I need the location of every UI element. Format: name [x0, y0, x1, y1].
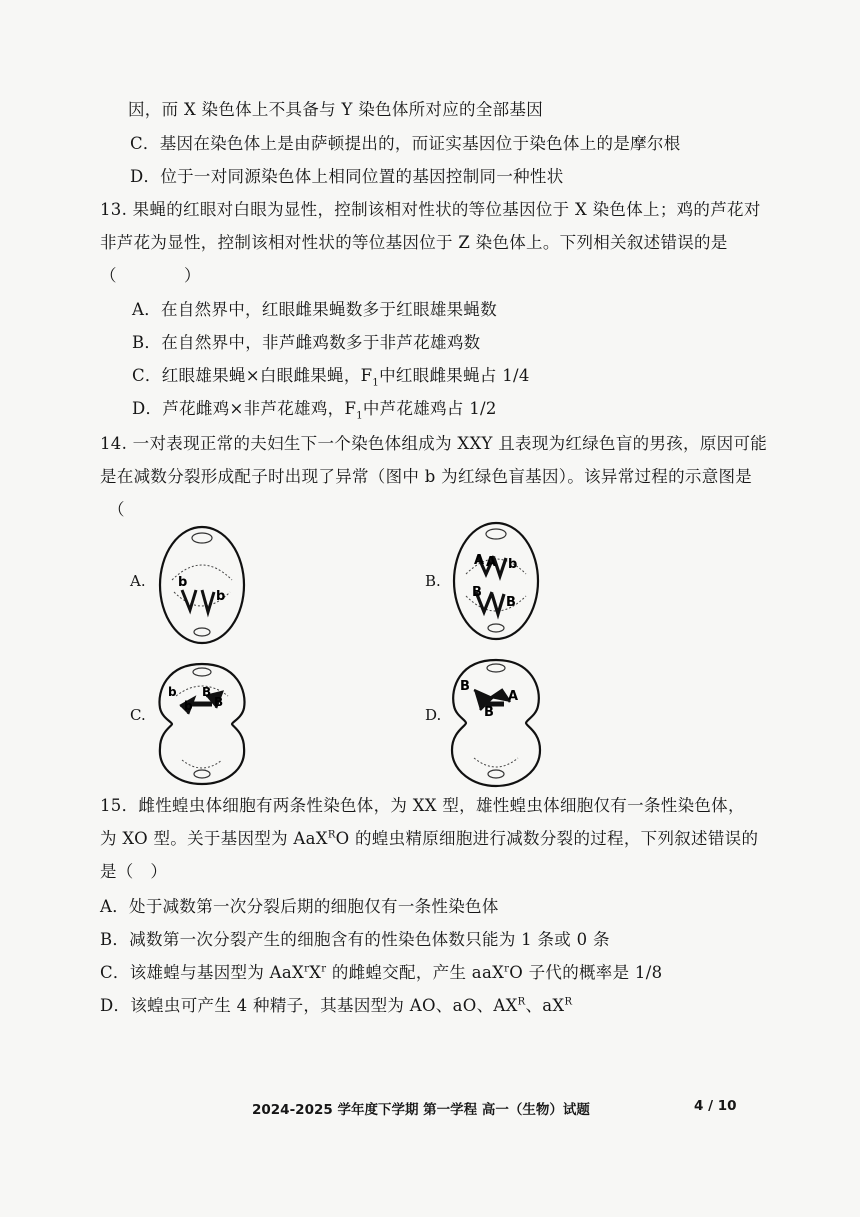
allele-label: A — [508, 689, 519, 704]
page-number: 4 / 10 — [694, 1098, 737, 1114]
question-14-answer-blank: （ — [108, 500, 125, 519]
question-13-answer-blank: （ ） — [100, 266, 201, 285]
allele-label: B — [460, 679, 470, 694]
allele-label: A — [474, 553, 485, 568]
figure-label-a: A. — [130, 572, 146, 590]
text-line: 因，而 X 染色体上不具备与 Y 染色体所对应的全部基因 — [128, 100, 544, 119]
allele-label: b — [184, 699, 193, 713]
allele-label: B — [484, 705, 494, 720]
allele-label: b — [168, 685, 177, 699]
allele-label: B — [472, 585, 482, 600]
allele-label: b — [508, 557, 518, 572]
q13-option-c: C．红眼雄果蝇×白眼雌果蝇，$F_1$中红眼雌果蝇占 1/4 — [132, 366, 530, 389]
question-13-stem-2: 非芦花为显性，控制该相对性状的等位基因位于 Z 染色体上。下列相关叙述错误的是 — [100, 233, 728, 252]
figure-label-b: B. — [425, 572, 441, 590]
allele-label: b — [178, 575, 188, 590]
allele-label: b — [216, 589, 226, 604]
question-14-stem: 14. 一对表现正常的夫妇生下一个染色体组成为 XXY 且表现为红绿色盲的男孩，原因可能 — [100, 434, 768, 453]
figure-label-c: C. — [130, 706, 146, 724]
cell-diagram-b — [446, 516, 546, 646]
q13-option-a: A．在自然界中，红眼雌果蝇数多于红眼雄果蝇数 — [132, 300, 498, 319]
cell-diagram-c — [152, 656, 252, 791]
question-15-answer-blank: 是（ ） — [100, 862, 168, 881]
q15-option-d: D．该蝗虫可产生 4 种精子，其基因型为 AO、aO、$AX^R$、$aX^R$ — [100, 996, 573, 1015]
q13-option-d: D．芦花雌鸡×非芦花雄鸡，$F_1$中芦花雄鸡占 1/2 — [132, 399, 497, 422]
question-13-stem: 13. 果蝇的红眼对白眼为显性，控制该相对性状的等位基因位于 X 染色体上；鸡的芦花对 — [100, 200, 761, 219]
q15-option-a: A．处于减数第一次分裂后期的细胞仅有一条性染色体 — [100, 897, 499, 916]
option-c: C．基因在染色体上是由萨顿提出的，而证实基因位于染色体上的是摩尔根 — [130, 134, 681, 153]
allele-label: A — [486, 555, 497, 570]
allele-label: B — [202, 685, 212, 699]
q13-option-b: B．在自然界中，非芦雌鸡数多于非芦花雄鸡数 — [132, 333, 481, 352]
question-15-stem: 15．雌性蝗虫体细胞有两条性染色体，为 XX 型，雄性蝗虫体细胞仅有一条性染色体， — [100, 796, 745, 815]
q15-option-b: B．减数第一次分裂产生的细胞含有的性染色体数只能为 1 条或 0 条 — [100, 930, 610, 949]
allele-label: B — [506, 595, 516, 610]
figure-label-d: D. — [425, 706, 442, 724]
question-15-stem-2: 为 XO 型。关于基因型为 AaX$^R$O 的蝗虫精原细胞进行减数分裂的过程，下列叙述错误的 — [100, 829, 759, 848]
option-d: D．位于一对同源染色体上相同位置的基因控制同一种性状 — [130, 167, 564, 186]
question-14-stem-2: 是在减数分裂形成配子时出现了异常（图中 b 为红绿色盲基因）。该异常过程的示意图是 — [100, 467, 753, 486]
cell-diagram-d — [446, 654, 546, 792]
q15-option-c: C．该雄蝗与基因型为 $AaX^rX^r$ 的雌蝗交配，产生 aaX$^r$O 子代的概率是 1/8 — [100, 963, 663, 982]
allele-label: B — [214, 695, 224, 709]
cell-diagram-a — [152, 520, 252, 650]
footer-title: 2024-2025 学年度下学期 第一学程 高一（生物）试题 — [252, 1102, 590, 1118]
